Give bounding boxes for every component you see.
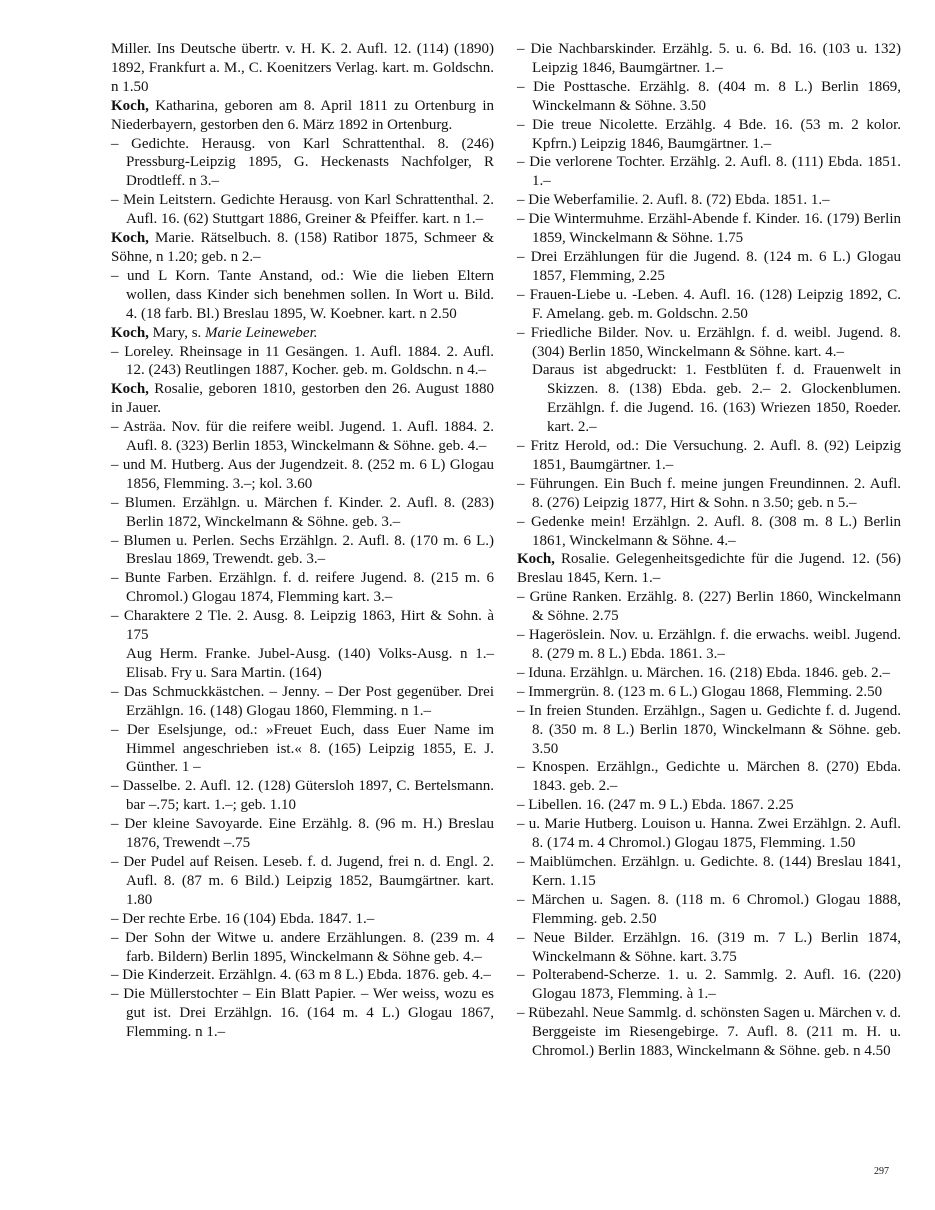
bibliography-entry	[111, 324, 494, 343]
entry-author-heading: Koch,	[517, 551, 555, 568]
bibliography-entry	[517, 683, 901, 702]
entry-text: – Bunte Farben. Erzählgn. f. d. reifere Jugend. 8. (215 m. 6 Chromol.) Glogau 1874, Flemming kart. 3.–	[111, 570, 494, 606]
bibliography-entry	[111, 569, 494, 607]
entry-text: – Die Kinderzeit. Erzählgn. 4. (63 m 8 L.) Ebda. 1876. geb. 4.–	[111, 967, 491, 984]
entry-text: – Iduna. Erzählgn. u. Märchen. 16. (218) Ebda. 1846. geb. 2.–	[517, 664, 890, 681]
bibliography-entry	[517, 78, 901, 116]
bibliography-entry	[517, 324, 901, 362]
entry-text: – Gedichte. Herausg. von Karl Schrattenthal. 8. (246) Pressburg-Leipzig 1895, G. Heckenasts Nachfolger, R Drodtleff. n 3.–	[111, 135, 494, 190]
entry-text: Katharina, geboren am 8. April 1811 zu Ortenburg in Niederbayern, gestorben den 6. März 1892 in Ortenburg.	[111, 97, 494, 133]
entry-text: – Die verlorene Tochter. Erzählg. 2. Aufl. 8. (111) Ebda. 1851. 1.–	[517, 154, 901, 190]
bibliography-entry	[517, 361, 901, 437]
bibliography-entry	[517, 758, 901, 796]
entry-text: – Blumen u. Perlen. Sechs Erzählgn. 2. Aufl. 8. (170 m. 6 L.) Breslau 1869, Trewendt. geb. 3.–	[111, 532, 494, 568]
bibliography-entry	[111, 777, 494, 815]
entry-text: – Fritz Herold, od.: Die Versuchung. 2. Aufl. 8. (92) Leipzig 1851, Baumgärtner. 1.–	[517, 438, 901, 473]
entry-text: – Immergrün. 8. (123 m. 6 L.) Glogau 1868, Flemming. 2.50	[517, 683, 883, 700]
entry-text: Rosalie, geboren 1810, gestorben den 26. August 1880 in Jauer.	[111, 381, 494, 417]
bibliography-entry	[517, 1004, 901, 1061]
bibliography-entry	[111, 929, 494, 967]
entry-text: – Blumen. Erzählgn. u. Märchen f. Kinder. 2. Aufl. 8. (283) Berlin 1872, Winckelmann & Söhne. geb. 3.–	[111, 494, 494, 530]
entry-text: – Der Eselsjunge, od.: »Freuet Euch, dass Euer Name im Himmel angeschrieben ist.« 8. (165) Leipzig 1855, E. J. Günther. 1 –	[111, 721, 494, 776]
bibliography-entry	[111, 494, 494, 532]
entry-text: – u. Marie Hutberg. Louison u. Hanna. Zwei Erzählgn. 2. Aufl. 8. (174 m. 4 Chromol.) Glogau 1875, Flemming. 1.50	[517, 816, 901, 852]
bibliography-entry	[517, 116, 901, 154]
bibliography-entry	[517, 550, 901, 588]
bibliography-entry	[517, 475, 901, 513]
entry-text: – Libellen. 16. (247 m. 9 L.) Ebda. 1867. 2.25	[517, 797, 794, 814]
entry-text: – und M. Hutberg. Aus der Jugendzeit. 8. (252 m. 6 L) Glogau 1856, Flemming. 3.–; kol. 3.60	[111, 456, 494, 492]
entry-text: – Die Nachbarskinder. Erzählg. 5. u. 6. Bd. 16. (103 u. 132) Leipzig 1846, Baumgärtner. 1.–	[517, 41, 901, 76]
entry-author-heading: Koch,	[111, 97, 149, 114]
left-column	[111, 40, 494, 1042]
bibliography-entry	[517, 248, 901, 286]
bibliography-entry	[517, 210, 901, 248]
entry-text: – Charaktere 2 Tle. 2. Ausg. 8. Leipzig 1863, Hirt & Sohn. à 175	[111, 608, 494, 644]
entry-text: – Die Müllerstochter – Ein Blatt Papier. – Wer weiss, wozu es gut ist. Drei Erzählgn. 16. (164 m. 4 L.) Glogau 1867, Flemming. n 1.–	[111, 986, 494, 1041]
entry-text: – Der Pudel auf Reisen. Leseb. f. d. Jugend, frei n. d. Engl. 2. Aufl. 8. (87 m. 6 Bild.) Leipzig 1852, Baumgärtner. kart. 1.80	[111, 853, 494, 908]
entry-text: – Drei Erzählungen für die Jugend. 8. (124 m. 6 L.) Glogau 1857, Flemming, 2.25	[517, 248, 901, 284]
bibliography-entry	[111, 380, 494, 418]
bibliography-entry	[111, 135, 494, 192]
bibliography-entry	[517, 191, 901, 210]
entry-text: – Der rechte Erbe. 16 (104) Ebda. 1847. 1.–	[111, 910, 375, 927]
entry-text: – und L Korn. Tante Anstand, od.: Wie die lieben Eltern wollen, dass Kinder sich benehmen sollen. In Wort u. Bild. 4. (18 farb. Bl.) Breslau 1895, W. Koebner. kart. n 2.50	[111, 267, 494, 322]
bibliography-entry	[111, 532, 494, 570]
entry-text: Mary, s.	[148, 324, 206, 341]
entry-text: – Dasselbe. 2. Aufl. 12. (128) Gütersloh 1897, C. Bertelsmann. bar –.75; kart. 1.–; geb. 1.10	[111, 778, 494, 814]
entry-text: – Der kleine Savoyarde. Eine Erzählg. 8. (96 m. H.) Breslau 1876, Trewendt –.75	[111, 816, 494, 852]
bibliography-entry	[111, 267, 494, 324]
bibliography-entry	[111, 683, 494, 721]
bibliography-entry	[517, 891, 901, 929]
entry-text: – Die Wintermuhme. Erzähl-Abende f. Kinder. 16. (179) Berlin 1859, Winckelmann & Söhne. 1.75	[517, 211, 901, 247]
entry-text: – Hageröslein. Nov. u. Erzählgn. f. die erwachs. weibl. Jugend. 8. (279 m. 8 L.) Ebda. 1861. 3.–	[517, 627, 901, 662]
entry-text: – Grüne Ranken. Erzählg. 8. (227) Berlin 1860, Winckelmann & Söhne. 2.75	[517, 589, 901, 625]
entry-text: – Mein Leitstern. Gedichte Herausg. von Karl Schrattenthal. 2. Aufl. 16. (62) Stuttgart 1886, Greiner & Pfeiffer. kart. n 1.–	[111, 192, 494, 228]
bibliography-entry	[111, 97, 494, 135]
bibliography-entry	[517, 626, 901, 664]
entry-text: – Knospen. Erzählgn., Gedichte u. Märchen 8. (270) Ebda. 1843. geb. 2.–	[517, 759, 901, 795]
entry-text: – Die Weberfamilie. 2. Aufl. 8. (72) Ebda. 1851. 1.–	[517, 192, 830, 209]
bibliography-entry	[517, 966, 901, 1004]
bibliography-entry	[111, 985, 494, 1042]
entry-text: Rosalie. Gelegenheitsgedichte für die Jugend. 12. (56) Breslau 1845, Kern. 1.–	[517, 551, 901, 587]
bibliography-entry	[517, 437, 901, 475]
bibliography-entry	[111, 815, 494, 853]
entry-text: – Neue Bilder. Erzählgn. 16. (319 m. 7 L.) Berlin 1874, Winckelmann & Söhne. kart. 3.75	[517, 929, 901, 965]
bibliography-entry	[517, 815, 901, 853]
entry-text: – Rübezahl. Neue Sammlg. d. schönsten Sagen u. Märchen v. d. Berggeiste im Riesengebirge. 7. Aufl. 8. (211 m. H. u. Chromol.) Berlin 1883, Winckelmann & Söhne. geb. n 4.50	[517, 1005, 901, 1060]
entry-text: – Das Schmuckkästchen. – Jenny. – Der Post gegenüber. Drei Erzählgn. 16. (148) Glogau 1860, Flemming. n 1.–	[111, 683, 494, 719]
bibliography-entry	[517, 286, 901, 324]
bibliography-entry	[111, 191, 494, 229]
entry-text: Marie. Rätselbuch. 8. (158) Ratibor 1875, Schmeer & Söhne, n 1.20; geb. n 2.–	[111, 230, 494, 265]
bibliography-entry	[517, 513, 901, 551]
entry-text: Daraus ist abgedruckt: 1. Festblüten f. d. Frauenwelt in Skizzen. 8. (138) Ebda. geb. 2.– 2. Glockenblumen. Erzählgn. f. die Jugend. 16. (163) Wriezen 1850, Roeder. kart. 2.–	[532, 362, 901, 436]
entry-text: – Loreley. Rheinsage in 11 Gesängen. 1. Aufl. 1884. 2. Aufl. 12. (243) Reutlingen 1887, Kocher. geb. m. Goldschn. n 4.–	[111, 343, 494, 379]
bibliography-entry	[111, 966, 494, 985]
entry-author-heading: Koch,	[111, 381, 149, 398]
bibliography-entry	[111, 418, 494, 456]
entry-author-heading: Koch,	[111, 324, 149, 341]
bibliography-entry	[111, 645, 494, 683]
entry-text: – Die treue Nicolette. Erzählg. 4 Bde. 16. (53 m. 2 kolor. Kpfrn.) Leipzig 1846, Baumgärtner. 1.–	[517, 116, 901, 152]
entry-text: – Der Sohn der Witwe u. andere Erzählungen. 8. (239 m. 4 farb. Bildern) Berlin 1895, Winckelmann & Söhne geb. 4.–	[111, 929, 494, 965]
page-number: 297	[874, 1166, 889, 1177]
bibliography-entry	[111, 721, 494, 778]
entry-text: – In freien Stunden. Erzählgn., Sagen u. Gedichte f. d. Jugend. 8. (350 m. 8 L.) Berlin 1870, Winckelmann & Söhne. geb. 3.50	[517, 702, 901, 757]
bibliography-entry	[517, 853, 901, 891]
entry-author-heading: Koch,	[111, 230, 149, 247]
entry-text: – Märchen u. Sagen. 8. (118 m. 6 Chromol.) Glogau 1888, Flemming. geb. 2.50	[517, 891, 901, 927]
bibliography-entry	[517, 153, 901, 191]
bibliography-entry	[517, 929, 901, 967]
entry-text: – Führungen. Ein Buch f. meine jungen Freundinnen. 2. Aufl. 8. (276) Leipzig 1877, Hirt & Sohn. n 3.50; geb. n 5.–	[517, 475, 901, 511]
entry-text: – Gedenke mein! Erzählgn. 2. Aufl. 8. (308 m. 8 L.) Berlin 1861, Winckelmann & Söhne. 4.–	[517, 513, 901, 549]
bibliography-entry	[111, 910, 494, 929]
bibliography-entry	[111, 456, 494, 494]
entry-text: – Friedliche Bilder. Nov. u. Erzählgn. f. d. weibl. Jugend. 8. (304) Berlin 1850, Winckelmann & Söhne. kart. 4.–	[517, 324, 901, 360]
bibliography-entry	[517, 588, 901, 626]
entry-cross-reference: Marie Leineweber.	[205, 324, 318, 341]
bibliography-entry	[111, 229, 494, 267]
right-column	[517, 40, 901, 1061]
entry-text: Aug Herm. Franke. Jubel-Ausg. (140) Volks-Ausg. n 1.– Elisab. Fry u. Sara Martin. (164)	[126, 646, 494, 681]
bibliography-entry	[517, 664, 901, 683]
bibliography-entry	[111, 40, 494, 97]
entry-text: – Die Posttasche. Erzählg. 8. (404 m. 8 L.) Berlin 1869, Winckelmann & Söhne. 3.50	[517, 78, 901, 114]
bibliography-entry	[111, 853, 494, 910]
bibliography-entry	[517, 702, 901, 759]
entry-text: Miller. Ins Deutsche übertr. v. H. K. 2. Aufl. 12. (114) (1890) 1892, Frankfurt a. M., C. Koenitzers Verlag. kart. m. Goldschn. n 1.50	[111, 41, 494, 95]
entry-text: – Polterabend-Scherze. 1. u. 2. Sammlg. 2. Aufl. 16. (220) Glogau 1873, Flemming. à 1.–	[517, 967, 901, 1003]
entry-text: – Maiblümchen. Erzählgn. u. Gedichte. 8. (144) Breslau 1841, Kern. 1.15	[517, 853, 901, 889]
bibliography-entry	[517, 40, 901, 78]
entry-text: – Asträa. Nov. für die reifere weibl. Jugend. 1. Aufl. 1884. 2. Aufl. 8. (323) Berlin 1853, Winckelmann & Söhne. geb. 4.–	[111, 419, 494, 455]
bibliography-entry	[517, 796, 901, 815]
bibliography-entry	[111, 343, 494, 381]
entry-text: – Frauen-Liebe u. -Leben. 4. Aufl. 16. (128) Leipzig 1892, C. F. Amelang. geb. m. Goldschn. 2.50	[517, 286, 901, 322]
bibliography-entry	[111, 607, 494, 645]
